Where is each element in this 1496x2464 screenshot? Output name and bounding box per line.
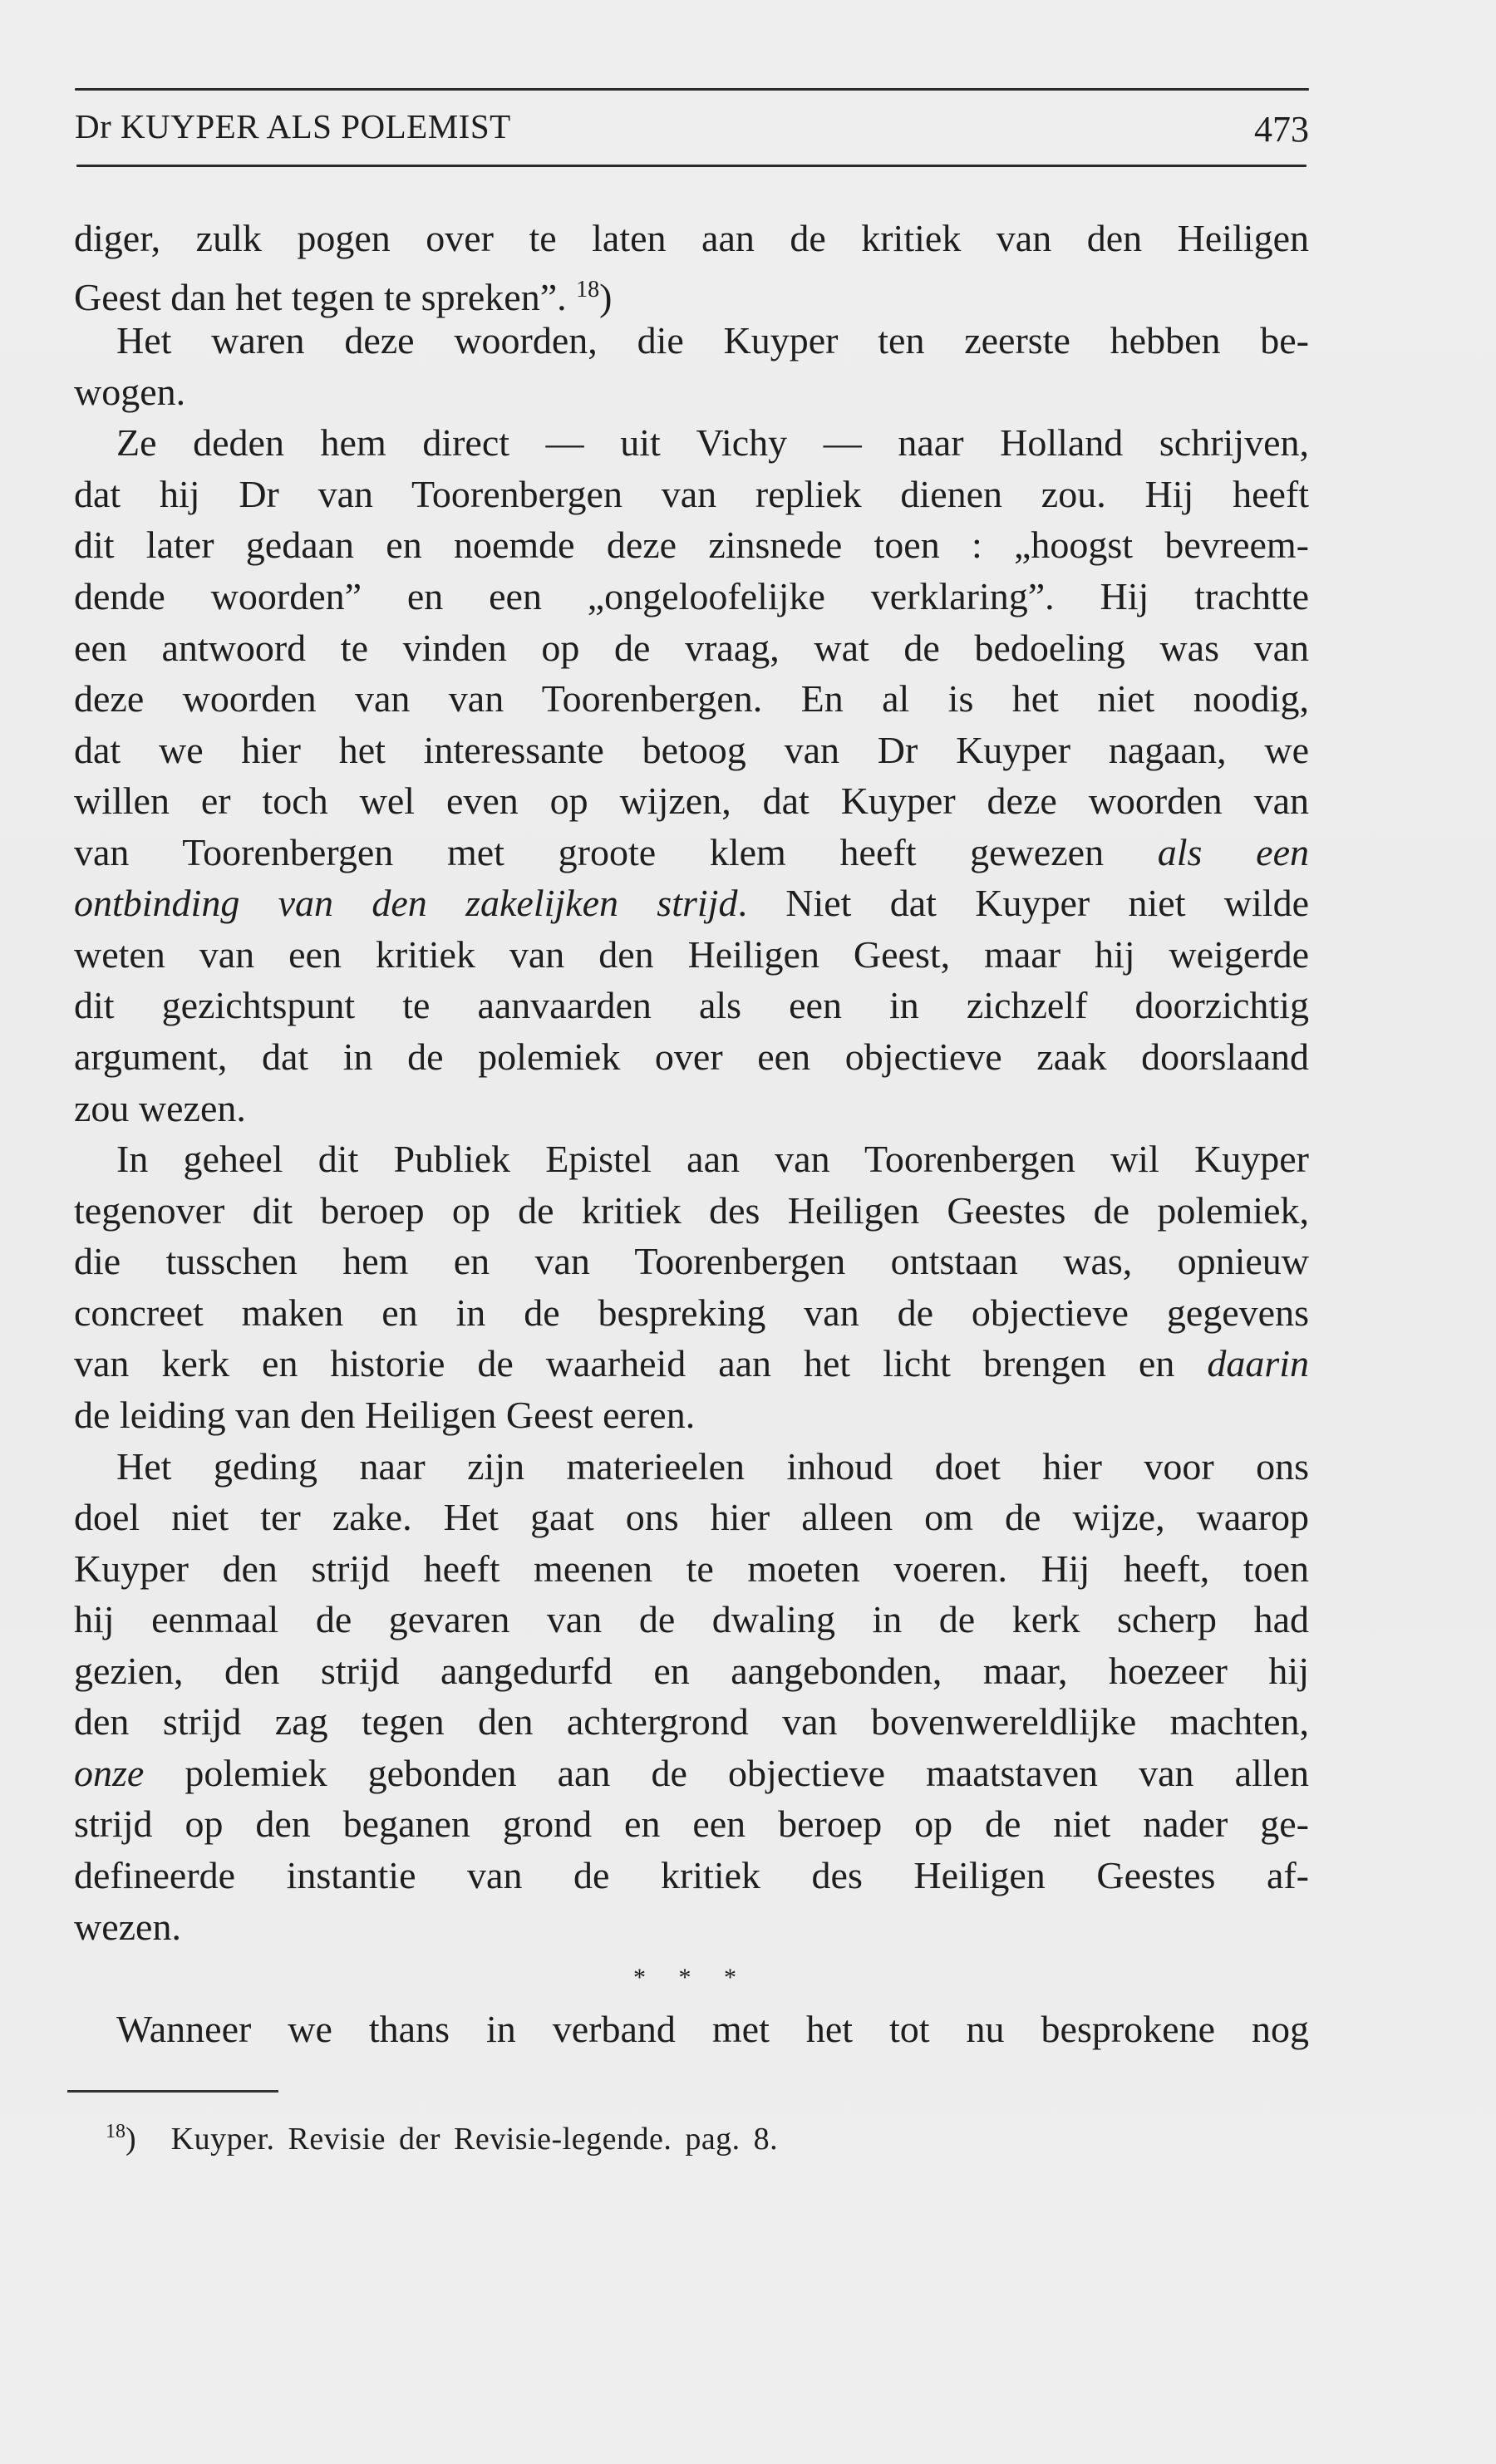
- text-line: [74, 1798, 1309, 1850]
- text-line: [74, 827, 1309, 878]
- text-line: [74, 1696, 1309, 1748]
- italic-text: onze: [74, 1751, 145, 1794]
- text-segment: . Niet dat Kuyper niet wilde: [737, 882, 1309, 925]
- text-segment: Het geding naar zijn materieelen inhoud doet hier voor ons: [116, 1444, 1309, 1488]
- text-segment: Kuyper den strijd heeft meenen te moeten voeren. Hij heeft, toen: [74, 1547, 1309, 1590]
- text-segment: doel niet ter zake. Het gaat ons hier alleen om de wijze, waarop: [74, 1496, 1309, 1539]
- text-segment: In geheel dit Publiek Epistel aan van Toorenbergen wil Kuyper: [116, 1138, 1309, 1181]
- header-top-rule: [75, 88, 1309, 91]
- text-segment: gezien, den strijd aangedurfd en aangebonden, maar, hoezeer hij: [74, 1649, 1309, 1692]
- text-segment: dit gezichtspunt te aanvaarden als een in zichzelf doorzichtig: [74, 984, 1309, 1027]
- text-line: [74, 725, 1309, 776]
- text-segment: strijd op den beganen grond en een beroep op de niet nader ge-: [74, 1803, 1309, 1846]
- text-segment: tegenover dit beroep op de kritiek des Heiligen Geestes de polemiek,: [74, 1188, 1309, 1232]
- text-line: [74, 622, 1309, 674]
- section-break: [74, 1952, 1309, 2004]
- italic-text: ontbinding van den zakelijken strijd: [74, 882, 738, 925]
- text-segment: die tusschen hem en van Toorenbergen ontstaan was, opnieuw: [74, 1240, 1309, 1283]
- text-line: [74, 1543, 1309, 1595]
- text-line: [74, 1134, 1309, 1185]
- text-line: [74, 315, 1309, 366]
- text-segment: dat hij Dr van Toorenbergen van repliek dienen zou. Hij heeft: [74, 472, 1309, 515]
- footnote-rule: [67, 2090, 278, 2093]
- text-segment: * * *: [633, 1964, 750, 1992]
- text-segment: deze woorden van van Toorenbergen. En al is het niet noodig,: [74, 677, 1309, 721]
- text-segment: dit later gedaan en noemde deze zinsnede toen : „hoogst bevreem-: [74, 524, 1309, 567]
- text-segment: den strijd zag tegen den achtergrond van bovenwereldlijke machten,: [74, 1700, 1309, 1743]
- header-bottom-rule: [76, 165, 1307, 167]
- text-line: [74, 417, 1309, 469]
- text-line: [74, 1236, 1309, 1287]
- page-number: 473: [1254, 109, 1309, 150]
- footnote-paren: ): [125, 2122, 136, 2157]
- text-line: [74, 1441, 1309, 1493]
- text-line: [74, 1748, 1309, 1799]
- text-line: [74, 1185, 1309, 1237]
- text-line: [74, 673, 1309, 725]
- text-segment: dende woorden” en een „ongeloofelijke verklaring”. Hij trachtte: [74, 574, 1309, 617]
- text-segment: van kerk en historie de waarheid aan het licht brengen en: [74, 1342, 1208, 1385]
- text-line: [74, 366, 1309, 418]
- text-segment: ): [599, 275, 613, 318]
- text-segment: polemiek gebonden aan de objectieve maatstaven van allen: [144, 1751, 1309, 1794]
- text-segment: een antwoord te vinden op de vraag, wat de bedoeling was van: [74, 626, 1309, 669]
- text-segment: dat we hier het interessante betoog van Dr Kuyper nagaan, we: [74, 728, 1309, 771]
- text-segment: wezen.: [74, 1905, 181, 1948]
- text-segment: diger, zulk pogen over te laten aan de kritiek van den Heiligen: [74, 217, 1309, 259]
- text-line: [74, 1389, 1309, 1441]
- text-line: [74, 213, 1309, 264]
- running-title-prefix: Dr: [75, 107, 112, 145]
- running-title: [75, 106, 511, 146]
- text-segment: hij eenmaal de gevaren van de dwaling in de kerk scherp had: [74, 1598, 1309, 1641]
- text-line: [74, 1901, 1309, 1953]
- text-segment: weten van een kritiek van den Heiligen Geest, maar hij weigerde: [74, 932, 1309, 976]
- text-line: [74, 929, 1309, 981]
- text-segment: argument, dat in de polemiek over een objectieve zaak doorslaand: [74, 1035, 1309, 1078]
- text-line: [74, 571, 1309, 622]
- text-segment: Wanneer we thans in verband met het tot nu besprokene nog: [116, 2007, 1309, 2050]
- text-line: [74, 1850, 1309, 1901]
- text-line: [74, 264, 1309, 316]
- text-line: [74, 1031, 1309, 1083]
- text-segment: Geest dan het tegen te spreken”.: [74, 275, 577, 318]
- text-segment: defineerde instantie van de kritiek des Heiligen Geestes af-: [74, 1854, 1309, 1896]
- running-title-text: KUYPER ALS POLEMIST: [121, 107, 511, 145]
- text-line: [74, 1083, 1309, 1134]
- text-line: [74, 878, 1309, 929]
- body-text: [74, 213, 1309, 2054]
- text-segment: de leiding van den Heiligen Geest eeren.: [74, 1393, 696, 1436]
- running-head: [75, 106, 1309, 148]
- text-line: [74, 1594, 1309, 1645]
- text-line: [74, 469, 1309, 520]
- text-line: [74, 519, 1309, 571]
- text-line: [74, 2004, 1309, 2055]
- text-segment: Ze deden hem direct — uit Vichy — naar Holland schrijven,: [116, 421, 1309, 465]
- text-segment: wogen.: [74, 370, 186, 413]
- text-line: [74, 980, 1309, 1031]
- italic-text: daarin: [1207, 1342, 1309, 1385]
- text-segment: zou wezen.: [74, 1086, 246, 1129]
- text-segment: van Toorenbergen met groote klem heeft gewezen: [74, 830, 1158, 873]
- text-line: [74, 775, 1309, 827]
- footnote: [106, 2121, 778, 2157]
- text-line: [74, 1287, 1309, 1339]
- text-line: [74, 1645, 1309, 1697]
- footnote-marker: 18: [106, 2121, 125, 2142]
- text-line: [74, 1492, 1309, 1543]
- text-line: [74, 1338, 1309, 1389]
- text-segment: willen er toch wel even op wijzen, dat Kuyper deze woorden van: [74, 780, 1309, 823]
- italic-text: als een: [1157, 830, 1310, 873]
- footnote-reference: 18: [576, 276, 600, 302]
- footnote-text: Kuyper. Revisie der Revisie-legende. pag. 8.: [170, 2122, 779, 2157]
- text-segment: concreet maken en in de bespreking van de objectieve gegevens: [74, 1291, 1309, 1334]
- text-segment: Het waren deze woorden, die Kuyper ten zeerste hebben be-: [116, 319, 1309, 362]
